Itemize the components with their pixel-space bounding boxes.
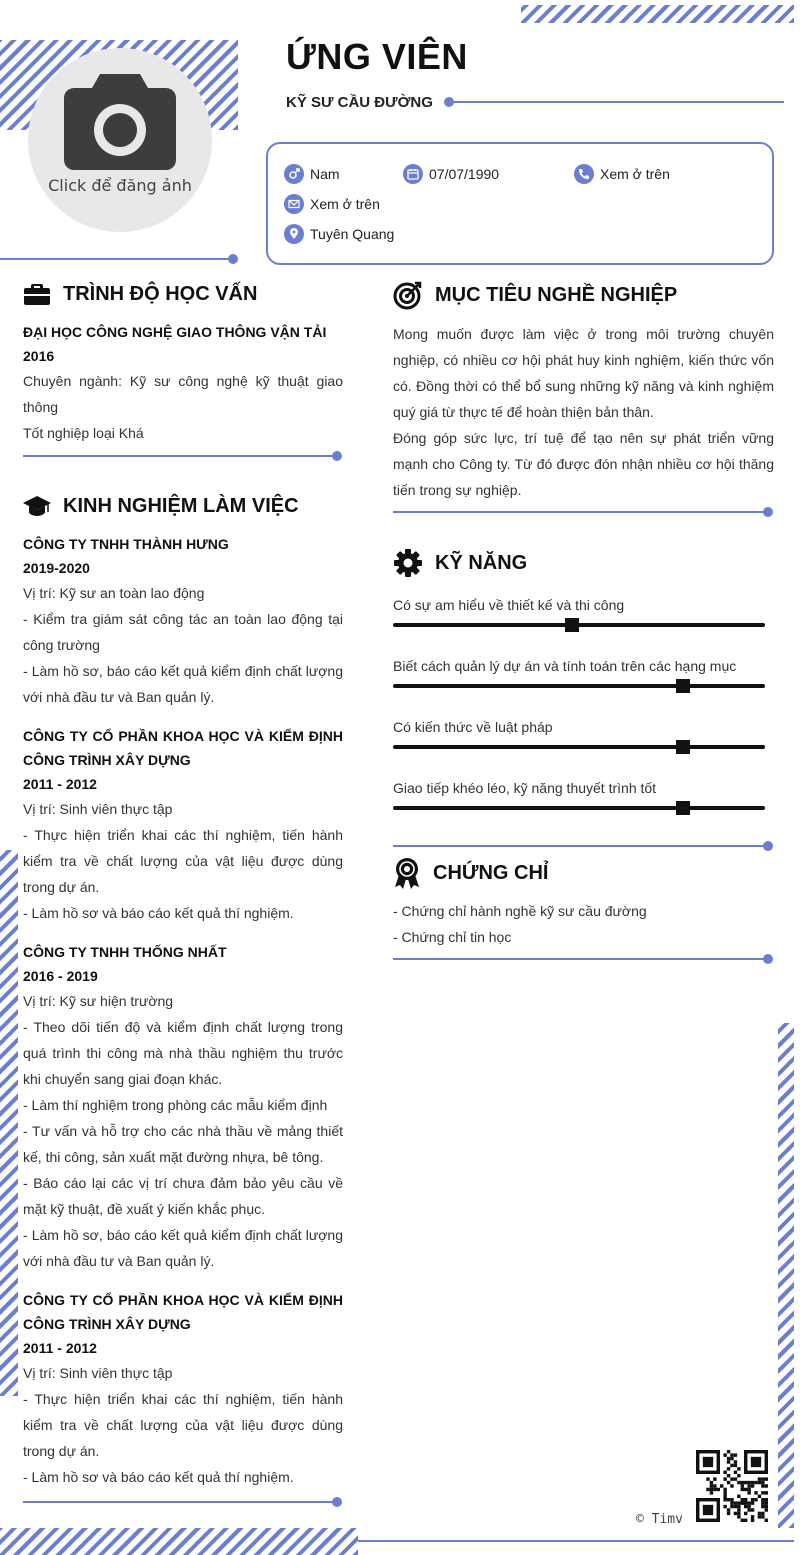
gear-icon <box>393 548 423 578</box>
briefcase-icon <box>23 282 51 306</box>
certificates-heading <box>393 857 548 889</box>
skill-slider[interactable] <box>393 745 765 749</box>
graduation-cap-icon <box>23 494 51 518</box>
email-value: Xem ở trên <box>310 196 380 212</box>
objective-content <box>393 321 774 503</box>
skills-title: KỸ NĂNG <box>435 551 528 574</box>
education-school: ĐẠI HỌC CÔNG NGHỆ GIAO THÔNG VẬN TẢI <box>23 324 327 340</box>
experience-company: CÔNG TY TNHH THỐNG NHẤT <box>23 944 227 960</box>
experience-period: 2011 - 2012 <box>23 1340 97 1356</box>
skill-label: Biết cách quản lý dự án và tính toán trên các hạng mục <box>393 658 737 674</box>
experience-task: - Làm hồ sơ và báo cáo kết quả thí nghiệm. <box>23 1469 294 1485</box>
experience-role: Vị trí: Sinh viên thực tập <box>23 1365 173 1381</box>
avatar-caption: Click để đăng ảnh <box>48 176 192 195</box>
objective-rule <box>393 511 765 513</box>
avatar-rule <box>0 258 230 260</box>
target-icon <box>393 280 423 310</box>
certificates-rule <box>393 958 765 960</box>
experience-period: 2019-2020 <box>23 560 90 576</box>
info-address <box>284 224 394 244</box>
info-dob <box>403 164 499 184</box>
objective-rule-dot <box>763 507 773 517</box>
objective-title: MỤC TIÊU NGHỀ NGHIỆP <box>435 283 678 306</box>
experience-task: - Tư vấn và hỗ trợ cho các nhà thầu về mảng thiết kế, thi công, sản xuất mặt đường nhựa, bê tông. <box>23 1123 343 1165</box>
objective-heading <box>393 280 677 310</box>
phone-value: Xem ở trên <box>600 166 670 182</box>
experience-task: - Làm hồ sơ và báo cáo kết quả thí nghiệm. <box>23 905 294 921</box>
candidate-name: ỨNG VIÊN <box>286 36 468 77</box>
skills-rule-dot <box>763 841 773 851</box>
education-major: Chuyên ngành: Kỹ sư công nghệ kỹ thuật giao thông <box>23 373 343 415</box>
info-email <box>284 194 380 214</box>
candidate-position: KỸ SƯ CẦU ĐƯỜNG <box>286 94 433 111</box>
education-grade: Tốt nghiệp loại Khá <box>23 425 144 441</box>
skill-item <box>393 597 765 627</box>
experience-role: Vị trí: Kỹ sư an toàn lao động <box>23 585 205 601</box>
certificate-item: - Chứng chỉ tin học <box>393 929 512 945</box>
address-value: Tuyên Quang <box>310 226 395 242</box>
award-ribbon-icon <box>393 857 421 889</box>
certificate-item: - Chứng chỉ hành nghề kỹ sư cầu đường <box>393 903 647 919</box>
education-year: 2016 <box>23 348 55 364</box>
position-rule <box>452 101 784 103</box>
personal-info-box <box>266 142 774 265</box>
objective-paragraph-2: Đóng góp sức lực, trí tuệ để tạo nên sự phát triển vững mạnh cho Công ty. Từ đó được đón nhận nhiều cơ hội thăng tiến trong sự nghiệp. <box>393 430 774 498</box>
stripe-decoration-top-right <box>521 5 794 23</box>
avatar-upload[interactable] <box>28 48 212 232</box>
phone-icon <box>574 164 594 184</box>
objective-paragraph-1: Mong muốn được làm việc ở trong môi trường chuyên nghiệp, có nhiều cơ hội phát huy kinh nghiệm, kiến thức vốn có. Đồng thời có thể bổ sung những kỹ năng và kinh nghiệm quý giá từ thực tế để hoàn thiện bản thân. <box>393 326 774 420</box>
education-heading <box>23 282 257 306</box>
experience-rule-dot <box>332 1497 342 1507</box>
education-content <box>23 320 343 446</box>
experience-role: Vị trí: Sinh viên thực tập <box>23 801 173 817</box>
skills-heading <box>393 548 527 578</box>
info-gender <box>284 164 340 184</box>
experience-role: Vị trí: Kỹ sư hiện trường <box>23 993 174 1009</box>
stripe-decoration-left <box>0 850 18 1396</box>
skill-slider[interactable] <box>393 806 765 810</box>
info-phone <box>574 164 670 184</box>
skill-label: Giao tiếp khéo léo, kỹ năng thuyết trình tốt <box>393 780 657 796</box>
experience-rule <box>23 1501 335 1503</box>
certificates-title: CHỨNG CHỈ <box>433 861 549 884</box>
bottom-rule <box>358 1540 794 1542</box>
experience-task: - Kiểm tra giám sát công tác an toàn lao động tại công trường <box>23 611 343 653</box>
gender-value: Nam <box>310 166 340 182</box>
camera-icon <box>64 74 176 170</box>
experience-task: - Làm hồ sơ, báo cáo kết quả kiểm định chất lượng với nhà đầu tư và Ban quản lý. <box>23 1227 343 1269</box>
experience-heading <box>23 494 299 518</box>
experience-item <box>23 1288 343 1490</box>
experience-task: - Làm thí nghiệm trong phòng các mẫu kiểm định <box>23 1097 328 1113</box>
skill-level-handle[interactable] <box>676 801 690 815</box>
stripe-decoration-right <box>778 1023 794 1528</box>
experience-task: - Theo dõi tiến độ và kiểm định chất lượng trong quá trình thi công mà nhà thầu nghiệm thu trước khi chuyển sang giai đoạn khác. <box>23 1019 343 1087</box>
calendar-icon <box>403 164 423 184</box>
copyright-text: © Timv <box>636 1512 683 1527</box>
experience-task: - Báo cáo lại các vị trí chưa đảm bảo yêu cầu về mặt kỹ thuật, đề xuất ý kiến khắc phục. <box>23 1175 343 1217</box>
skill-label: Có sự am hiểu về thiết kế và thi công <box>393 597 625 613</box>
experience-item <box>23 724 343 926</box>
certificates-rule-dot <box>763 954 773 964</box>
location-pin-icon <box>284 224 304 244</box>
skill-level-handle[interactable] <box>676 740 690 754</box>
skill-slider[interactable] <box>393 623 765 627</box>
gender-icon <box>284 164 304 184</box>
skill-item <box>393 780 765 810</box>
experience-item <box>23 940 343 1274</box>
experience-company: CÔNG TY TNHH THÀNH HƯNG <box>23 536 229 552</box>
qr-code-icon <box>696 1450 768 1522</box>
education-rule-dot <box>332 451 342 461</box>
skill-level-handle[interactable] <box>565 618 579 632</box>
education-title: TRÌNH ĐỘ HỌC VẤN <box>63 282 258 305</box>
skill-slider[interactable] <box>393 684 765 688</box>
avatar-rule-dot <box>228 254 238 264</box>
stripe-decoration-bottom-left <box>0 1528 358 1555</box>
email-icon <box>284 194 304 214</box>
skills-rule <box>393 845 765 847</box>
skill-label: Có kiến thức về luật pháp <box>393 719 553 735</box>
experience-period: 2016 - 2019 <box>23 968 98 984</box>
experience-task: - Thực hiện triển khai các thí nghiệm, tiến hành kiểm tra về chất lượng của vật liệu được dùng trong dự án. <box>23 1391 343 1459</box>
experience-period: 2011 - 2012 <box>23 776 97 792</box>
experience-list <box>23 532 343 1490</box>
experience-title: KINH NGHIỆM LÀM VIỆC <box>63 494 299 517</box>
skill-item <box>393 719 765 749</box>
certificates-content <box>393 898 774 950</box>
experience-task: - Làm hồ sơ, báo cáo kết quả kiểm định chất lượng với nhà đầu tư và Ban quản lý. <box>23 663 343 705</box>
skill-item <box>393 658 765 688</box>
education-rule <box>23 455 335 457</box>
dob-value: 07/07/1990 <box>429 166 500 182</box>
experience-item <box>23 532 343 710</box>
skill-level-handle[interactable] <box>676 679 690 693</box>
experience-company: CÔNG TY CỔ PHẦN KHOA HỌC VÀ KIỂM ĐỊNH CÔNG TRÌNH XÂY DỰNG <box>23 728 343 768</box>
experience-company: CÔNG TY CỔ PHẦN KHOA HỌC VÀ KIỂM ĐỊNH CÔNG TRÌNH XÂY DỰNG <box>23 1292 343 1332</box>
experience-task: - Thực hiện triển khai các thí nghiệm, tiến hành kiểm tra về chất lượng của vật liệu được dùng trong dự án. <box>23 827 343 895</box>
